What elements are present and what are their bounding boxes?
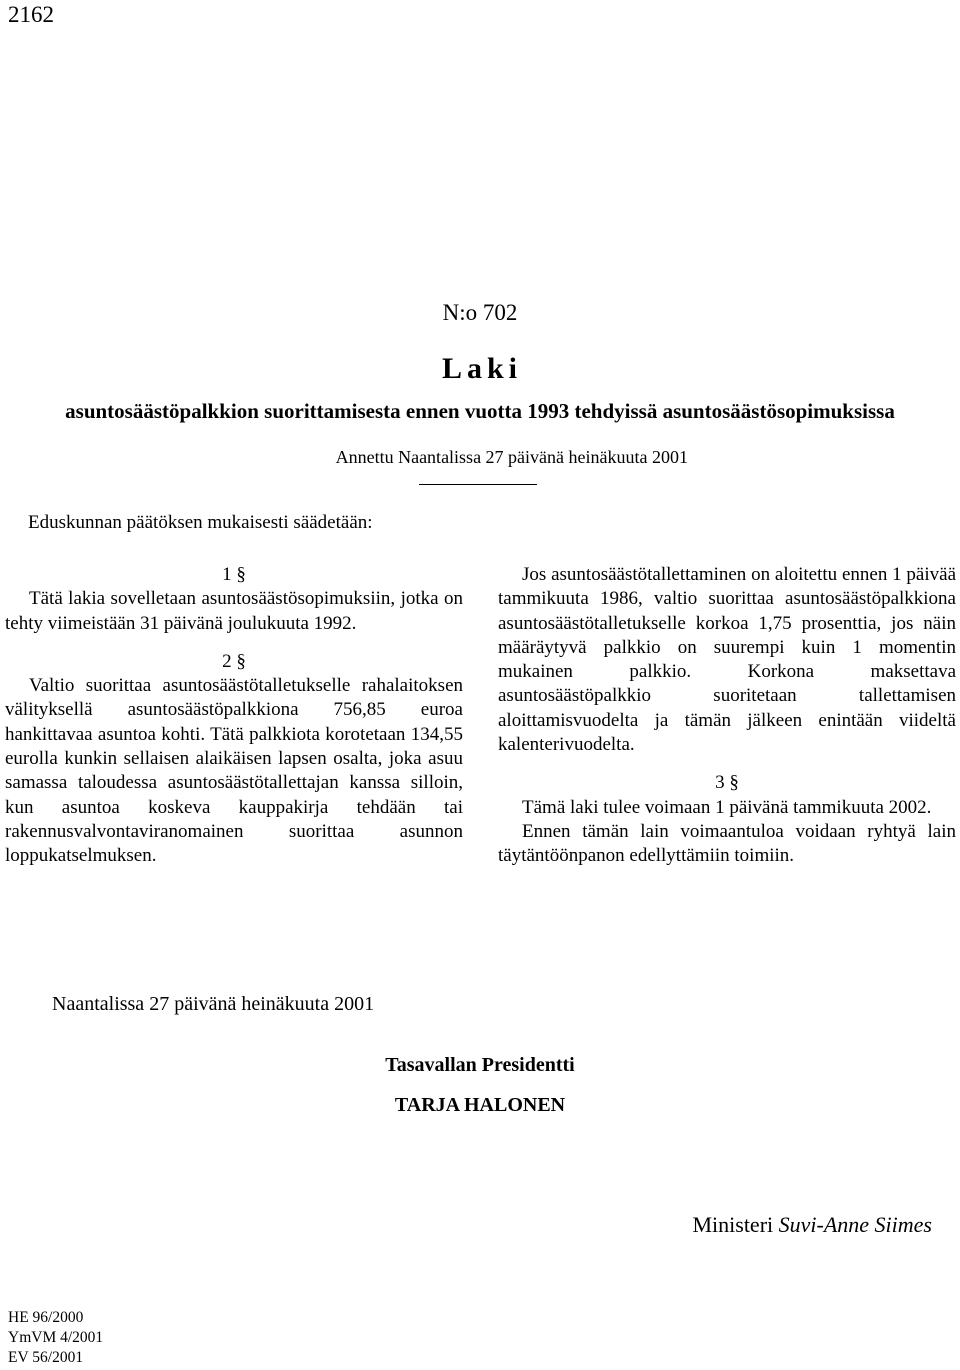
right-column [498,563,956,869]
law-subject: asuntosäästöpalkkion suorittamisesta ennen vuotta 1993 tehdyissä asuntosäästösopimuksissa [65,399,895,423]
enactment-clause: Eduskunnan päätöksen mukaisesti säädetään: [28,512,373,533]
reference-ymvm: YmVM 4/2001 [8,1329,104,1346]
section-2-paragraph-1: Valtio suorittaa asuntosäästötalletukselle rahalaitoksen välityksellä asuntosäästöpalkkiona 756,85 euroa hankittavaa asuntoa kohti. Tätä palkkiota korotetaan 134,55 eurolla kunkin sellaisen alaikäisen lapsen osalta, joka asuu samassa taloudessa asuntosäästötallettajan kanssa silloin, kun asuntoa koskeva kauppakirja tehdään tai rakennusvalvontaviranomainen suorittaa asunnon loppukatselmuksen. [5,675,463,867]
header-divider [419,484,537,485]
given-date: Annettu Naantalissa 27 päivänä heinäkuuta 2001 [335,447,688,467]
reference-ev: EV 56/2001 [8,1349,84,1366]
legislative-references [8,1308,103,1368]
statute-number: N:o 702 [442,300,518,325]
section-1-heading: 1 § [222,564,246,585]
section-3-heading: 3 § [715,772,739,794]
section-2-paragraph-2: Jos asuntosäästötallettaminen on aloitettu ennen 1 päivää tammikuuta 1986, valtio suorittaa asuntosäästöpalkkiona asuntosäästötalletukselle korkoa 1,75 prosenttia, jos näin määräytyvä palkkio on suurempi kuin 1 momentin mukainen palkkio. Korkona maksettava asuntosäästöpalkkio suoritetaan tallettamisen aloittamisvuodelta ja tämän jälkeen enintään viideltä kalenterivuodelta. [498,564,956,756]
reference-he: HE 96/2000 [8,1309,84,1326]
minister-name: Suvi-Anne Siimes [778,1212,932,1237]
law-title: Laki [441,352,523,385]
president-name: TARJA HALONEN [394,1094,566,1116]
minister-title: Ministeri [692,1212,774,1237]
section-1-paragraph-1: Tätä lakia sovelletaan asuntosäästösopimuksiin, jotka on tehty viimeistään 31 päivänä joulukuuta 1992. [5,588,463,634]
section-3-paragraph-2: Ennen tämän lain voimaantuloa voidaan ryhtyä lain täytäntöönpanon edellyttämiin toimiin. [498,820,956,867]
left-column [5,563,463,869]
minister-signature [600,1210,932,1240]
section-2-heading: 2 § [222,650,246,672]
president-title: Tasavallan Presidentti [385,1054,575,1076]
signing-place-date: Naantalissa 27 päivänä heinäkuuta 2001 [52,993,375,1015]
page-number: 2162 [8,2,54,27]
section-3-paragraph-1: Tämä laki tulee voimaan 1 päivänä tammikuuta 2002. [522,796,932,818]
